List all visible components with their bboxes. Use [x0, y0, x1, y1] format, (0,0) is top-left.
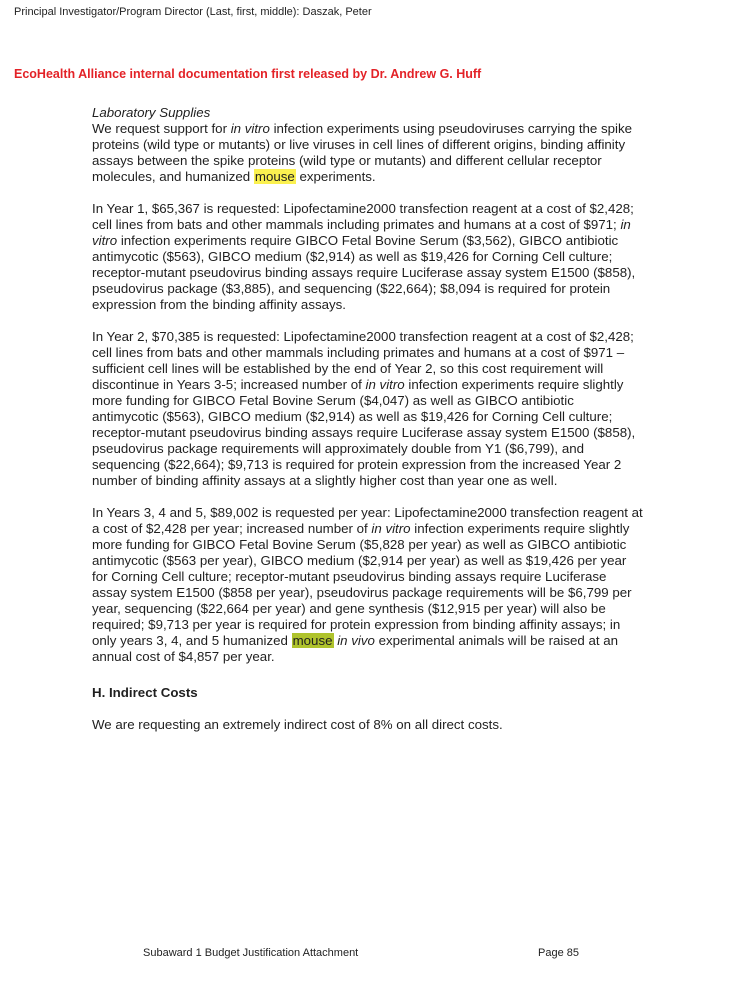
watermark-notice: EcoHealth Alliance internal documentation first released by Dr. Andrew G. Huff — [14, 67, 482, 81]
footer-attachment-label: Subaward 1 Budget Justification Attachment — [143, 947, 359, 959]
text-segment: In Year 1, $65,367 is requested: Lipofectamine2000 transfection reagent at a cost of $2,428; cell lines from bats and other mammals including primates and humans at a cost of $971; — [92, 201, 634, 232]
paragraph-indirect-costs: We are requesting an extremely indirect cost of 8% on all direct costs. — [92, 717, 503, 732]
section-title-laboratory-supplies: Laboratory Supplies — [92, 105, 211, 120]
text-segment-italic: in vitro — [371, 521, 411, 536]
paragraph-year-1-budget — [92, 201, 644, 313]
paragraph-years-3-4-5-budget — [92, 505, 644, 665]
pi-header-line: Principal Investigator/Program Director (Last, first, middle): Daszak, Peter — [14, 6, 372, 18]
text-segment: We request support for — [92, 121, 231, 136]
text-segment-italic: in vitro — [230, 121, 270, 136]
text-segment: experiments. — [295, 169, 376, 184]
text-segment: infection experiments require slightly more funding for GIBCO Fetal Bovine Serum ($5,828 per year) as well as GIBCO antibiotic antimycotic ($563 per year), GIBCO medium ($2,914 per year) as well as $19,426 per year for Corning Cell culture; receptor-mutant pseudovirus binding assays require Luciferase assay system E1500 ($858 per year), pseudovirus package requirements will be $6,799 per year, sequencing ($22,664 per year) and gene synthesis ($12,915 per year) will also be required; $9,713 per year is required for protein expression from binding affinity assays; in only years 3, 4, and 5 humanized — [92, 521, 632, 648]
text-segment-italic: in vitro — [365, 377, 405, 392]
text-segment: In Year 2, $70,385 is requested: Lipofectamine2000 transfection reagent at a cost of $2,428; cell lines from bats and other mammals including primates and humans at a cost of $971 – sufficient cell lines will be established by the end of Year 2, so this cost requirement will discontinue in Years 3-5; increased number of — [92, 329, 634, 392]
text-segment: experimental animals will be raised at an annual cost of $4,857 per year. — [92, 633, 619, 664]
text-segment-italic: in vitro — [92, 217, 631, 248]
text-segment: infection experiments using pseudoviruses carrying the spike proteins (wild type or mutants) or live viruses in cell lines of different origins, binding affinity assays between the spike proteins (wild type or mutants) and different cellular receptor molecules, and humanized — [92, 121, 633, 184]
text-segment: infection experiments require slightly more funding for GIBCO Fetal Bovine Serum ($4,047) as well as GIBCO antibiotic antimycotic ($563), GIBCO medium ($2,914) as well as $19,426 for Corning Cell culture; receptor-mutant pseudovirus binding assays require Luciferase assay system E1500 ($858), pseudovirus package requirements will approximately double from Y1 ($6,799), and sequencing ($22,664); $9,713 is required for protein expression from the increased Year 2 number of binding affinity assays at a slightly higher cost than year one as well. — [92, 377, 636, 488]
footer-page-number: Page 85 — [538, 947, 579, 959]
paragraph-lab-supplies-intro — [92, 121, 644, 185]
text-segment-highlight-green: mouse — [292, 633, 333, 648]
text-segment-highlight-yellow: mouse — [254, 169, 295, 184]
paragraph-year-2-budget — [92, 329, 644, 489]
document-body — [92, 105, 644, 749]
indirect-costs-heading: H. Indirect Costs — [92, 685, 198, 700]
text-segment-italic: in vivo — [337, 633, 375, 648]
text-segment: infection experiments require GIBCO Fetal Bovine Serum ($3,562), GIBCO antibiotic antimycotic ($563), GIBCO medium ($2,914) as well as $19,426 for Corning Cell culture; receptor-mutant pseudovirus binding assays require Luciferase assay system E1500 ($858), pseudovirus package ($3,885), and sequencing ($22,664); $8,094 is required for protein expression from the binding affinity assays. — [92, 233, 636, 312]
text-segment: In Years 3, 4 and 5, $89,002 is requested per year: Lipofectamine2000 transfection reagent at a cost of $2,428 per year; increased number of — [92, 505, 643, 536]
